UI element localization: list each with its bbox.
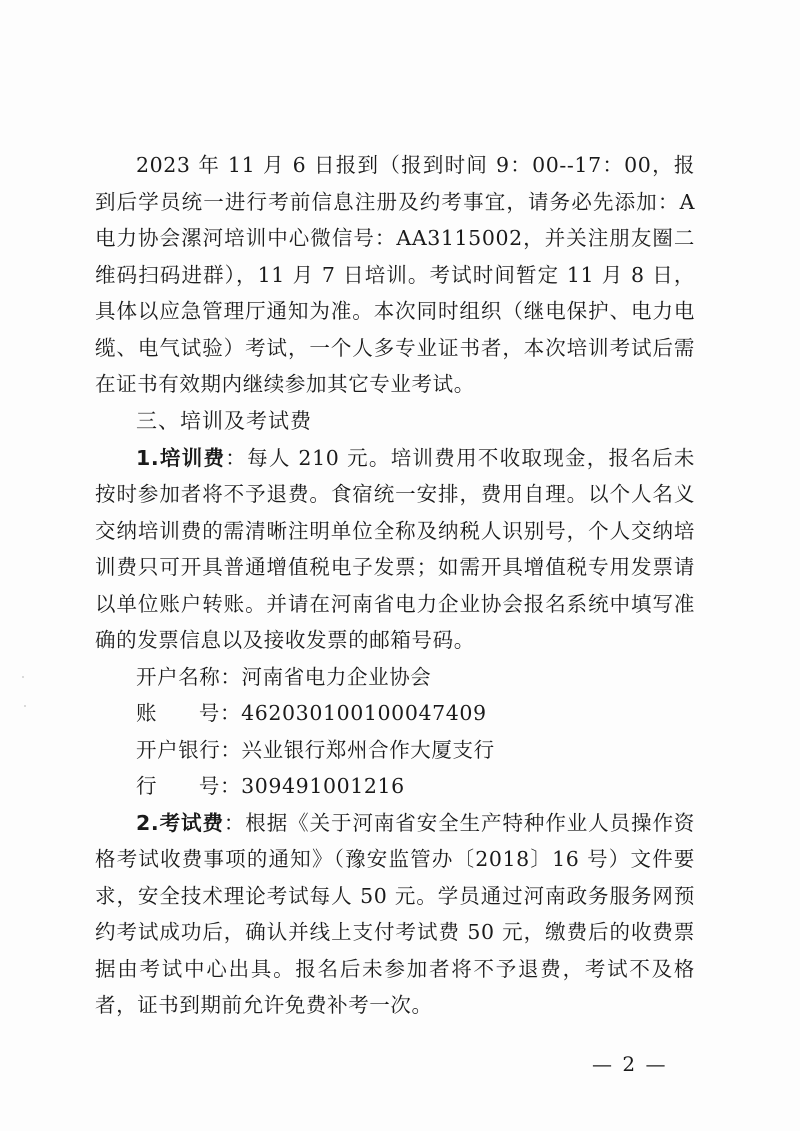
paragraph-exam-fee: [95, 805, 695, 1024]
account-number-label: 账号: [136, 701, 220, 725]
bank-line: [95, 732, 695, 769]
page-number: — 2 —: [592, 1052, 668, 1076]
document-body: [95, 147, 695, 1024]
account-name-value: 河南省电力企业协会: [241, 664, 432, 689]
account-name-line: [95, 659, 695, 696]
exam-fee-text: ：根据《关于河南省安全生产特种作业人员操作资格考试收费事项的通知》（豫安监管办〔2018〕16 号）文件要求，安全技术理论考试每人 50 元。学员通过河南政务服务网预约考试成功后，确认并线上支付考试费 50 元，缴费后的收费票据由考试中心出具。报名后未参加者将不予退费，考试不及格者，证书到期前允许免费补考一次。: [95, 810, 695, 1017]
bank-number-label: 行号: [136, 774, 220, 798]
account-name-label: 开户名称：: [136, 664, 242, 689]
bank-number-colon: ：: [220, 774, 242, 798]
training-fee-text: ：每人 210 元。培训费用不收取现金，报名后未按时参加者将不予退费。食宿统一安排，费用自理。以个人名义交纳培训费的需清晰注明单位全称及纳税人识别号，个人交纳培训费只可开具普通增值税电子发票；如需开具增值税专用发票请以单位账户转账。并请在河南省电力企业协会报名系统中填写准确的发票信息以及接收发票的邮箱号码。: [95, 445, 695, 652]
bank-label: 开户银行：: [136, 737, 242, 762]
paragraph-training-fee: [95, 440, 695, 659]
scan-speck: [24, 705, 26, 707]
account-number-line: [95, 695, 695, 732]
bank-number-line: [95, 768, 695, 805]
bank-value: 兴业银行郑州合作大厦支行: [241, 737, 495, 762]
scan-speck: [22, 676, 24, 678]
account-number-value: 462030100100047409: [241, 701, 487, 725]
exam-fee-lead: 2.考试费: [136, 810, 224, 835]
section-heading-fees: 三、培训及考试费: [136, 408, 312, 433]
bank-number-value: 309491001216: [241, 774, 405, 798]
account-number-colon: ：: [220, 701, 242, 725]
paragraph-registration: 2023 年 11 月 6 日报到（报到时间 9：00--17：00，报到后学员统一进行考前信息注册及约考事宜，请务必先添加：A 电力协会漯河培训中心微信号：AA3115002，并关注朋友圈二维码扫码进群），11 月 7 日培训。考试时间暂定 11 月 8 日，具体以应急管理厅通知为准。本次同时组织（继电保护、电力电缆、电气试验）考试，一个人多专业证书者，本次培训考试后需在证书有效期内继续参加其它专业考试。: [95, 153, 695, 396]
training-fee-lead: 1.培训费: [136, 445, 226, 470]
